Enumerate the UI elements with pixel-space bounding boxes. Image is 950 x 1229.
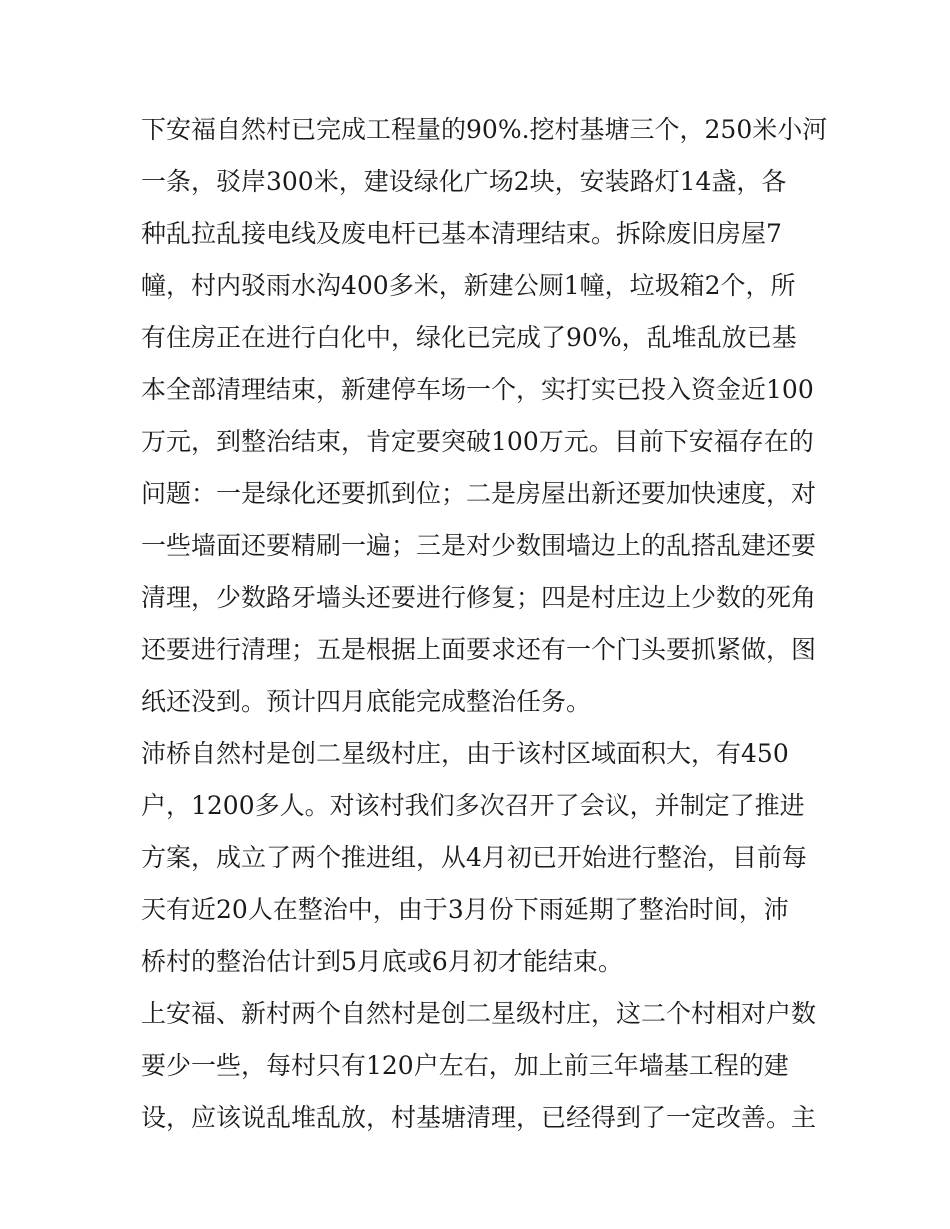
text-line: 问题：一是绿化还要抓到位；二是房屋出新还要加快速度，对 <box>141 479 817 508</box>
text-line: 上安福、新村两个自然村是创二星级村庄，这二个村相对户数 <box>141 999 817 1028</box>
text-line: 要少一些，每村只有120户左右，加上前三年墙基工程的建 <box>141 1051 789 1080</box>
text-line: 种乱拉乱接电线及废电杆已基本清理结束。拆除废旧房屋7 <box>141 219 782 248</box>
text-line: 方案，成立了两个推进组，从4月初已开始进行整治，目前每 <box>141 843 807 872</box>
document-body <box>141 104 828 1144</box>
text-line: 下安福自然村已完成工程量的90%.挖村基塘三个，250米小河 <box>141 115 828 144</box>
text-line: 万元，到整治结束，肯定要突破100万元。目前下安福存在的 <box>141 427 814 456</box>
text-line: 清理，少数路牙墙头还要进行修复；四是村庄边上少数的死角 <box>141 583 817 612</box>
text-line: 幢，村内驳雨水沟400多米，新建公厕1幢，垃圾箱2个，所 <box>141 271 796 300</box>
text-line: 桥村的整治估计到5月底或6月初才能结束。 <box>141 947 623 976</box>
text-line: 户，1200多人。对该村我们多次召开了会议，并制定了推进 <box>141 791 805 820</box>
text-line: 一些墙面还要精刷一遍；三是对少数围墙边上的乱搭乱建还要 <box>141 531 817 560</box>
text-line: 设，应该说乱堆乱放，村基塘清理，已经得到了一定改善。主 <box>141 1103 817 1132</box>
text-line: 天有近20人在整治中，由于3月份下雨延期了整治时间，沛 <box>141 895 789 924</box>
text-line: 一条，驳岸300米，建设绿化广场2块，安装路灯14盏，各 <box>141 167 787 196</box>
text-line: 沛桥自然村是创二星级村庄，由于该村区域面积大，有450 <box>141 739 789 768</box>
text-line: 本全部清理结束，新建停车场一个，实打实已投入资金近100 <box>141 375 814 404</box>
text-line: 纸还没到。预计四月底能完成整治任务。 <box>141 687 592 716</box>
text-line: 有住房正在进行白化中，绿化已完成了90%，乱堆乱放已基 <box>141 323 797 352</box>
text-line: 还要进行清理；五是根据上面要求还有一个门头要抓紧做，图 <box>141 635 817 664</box>
